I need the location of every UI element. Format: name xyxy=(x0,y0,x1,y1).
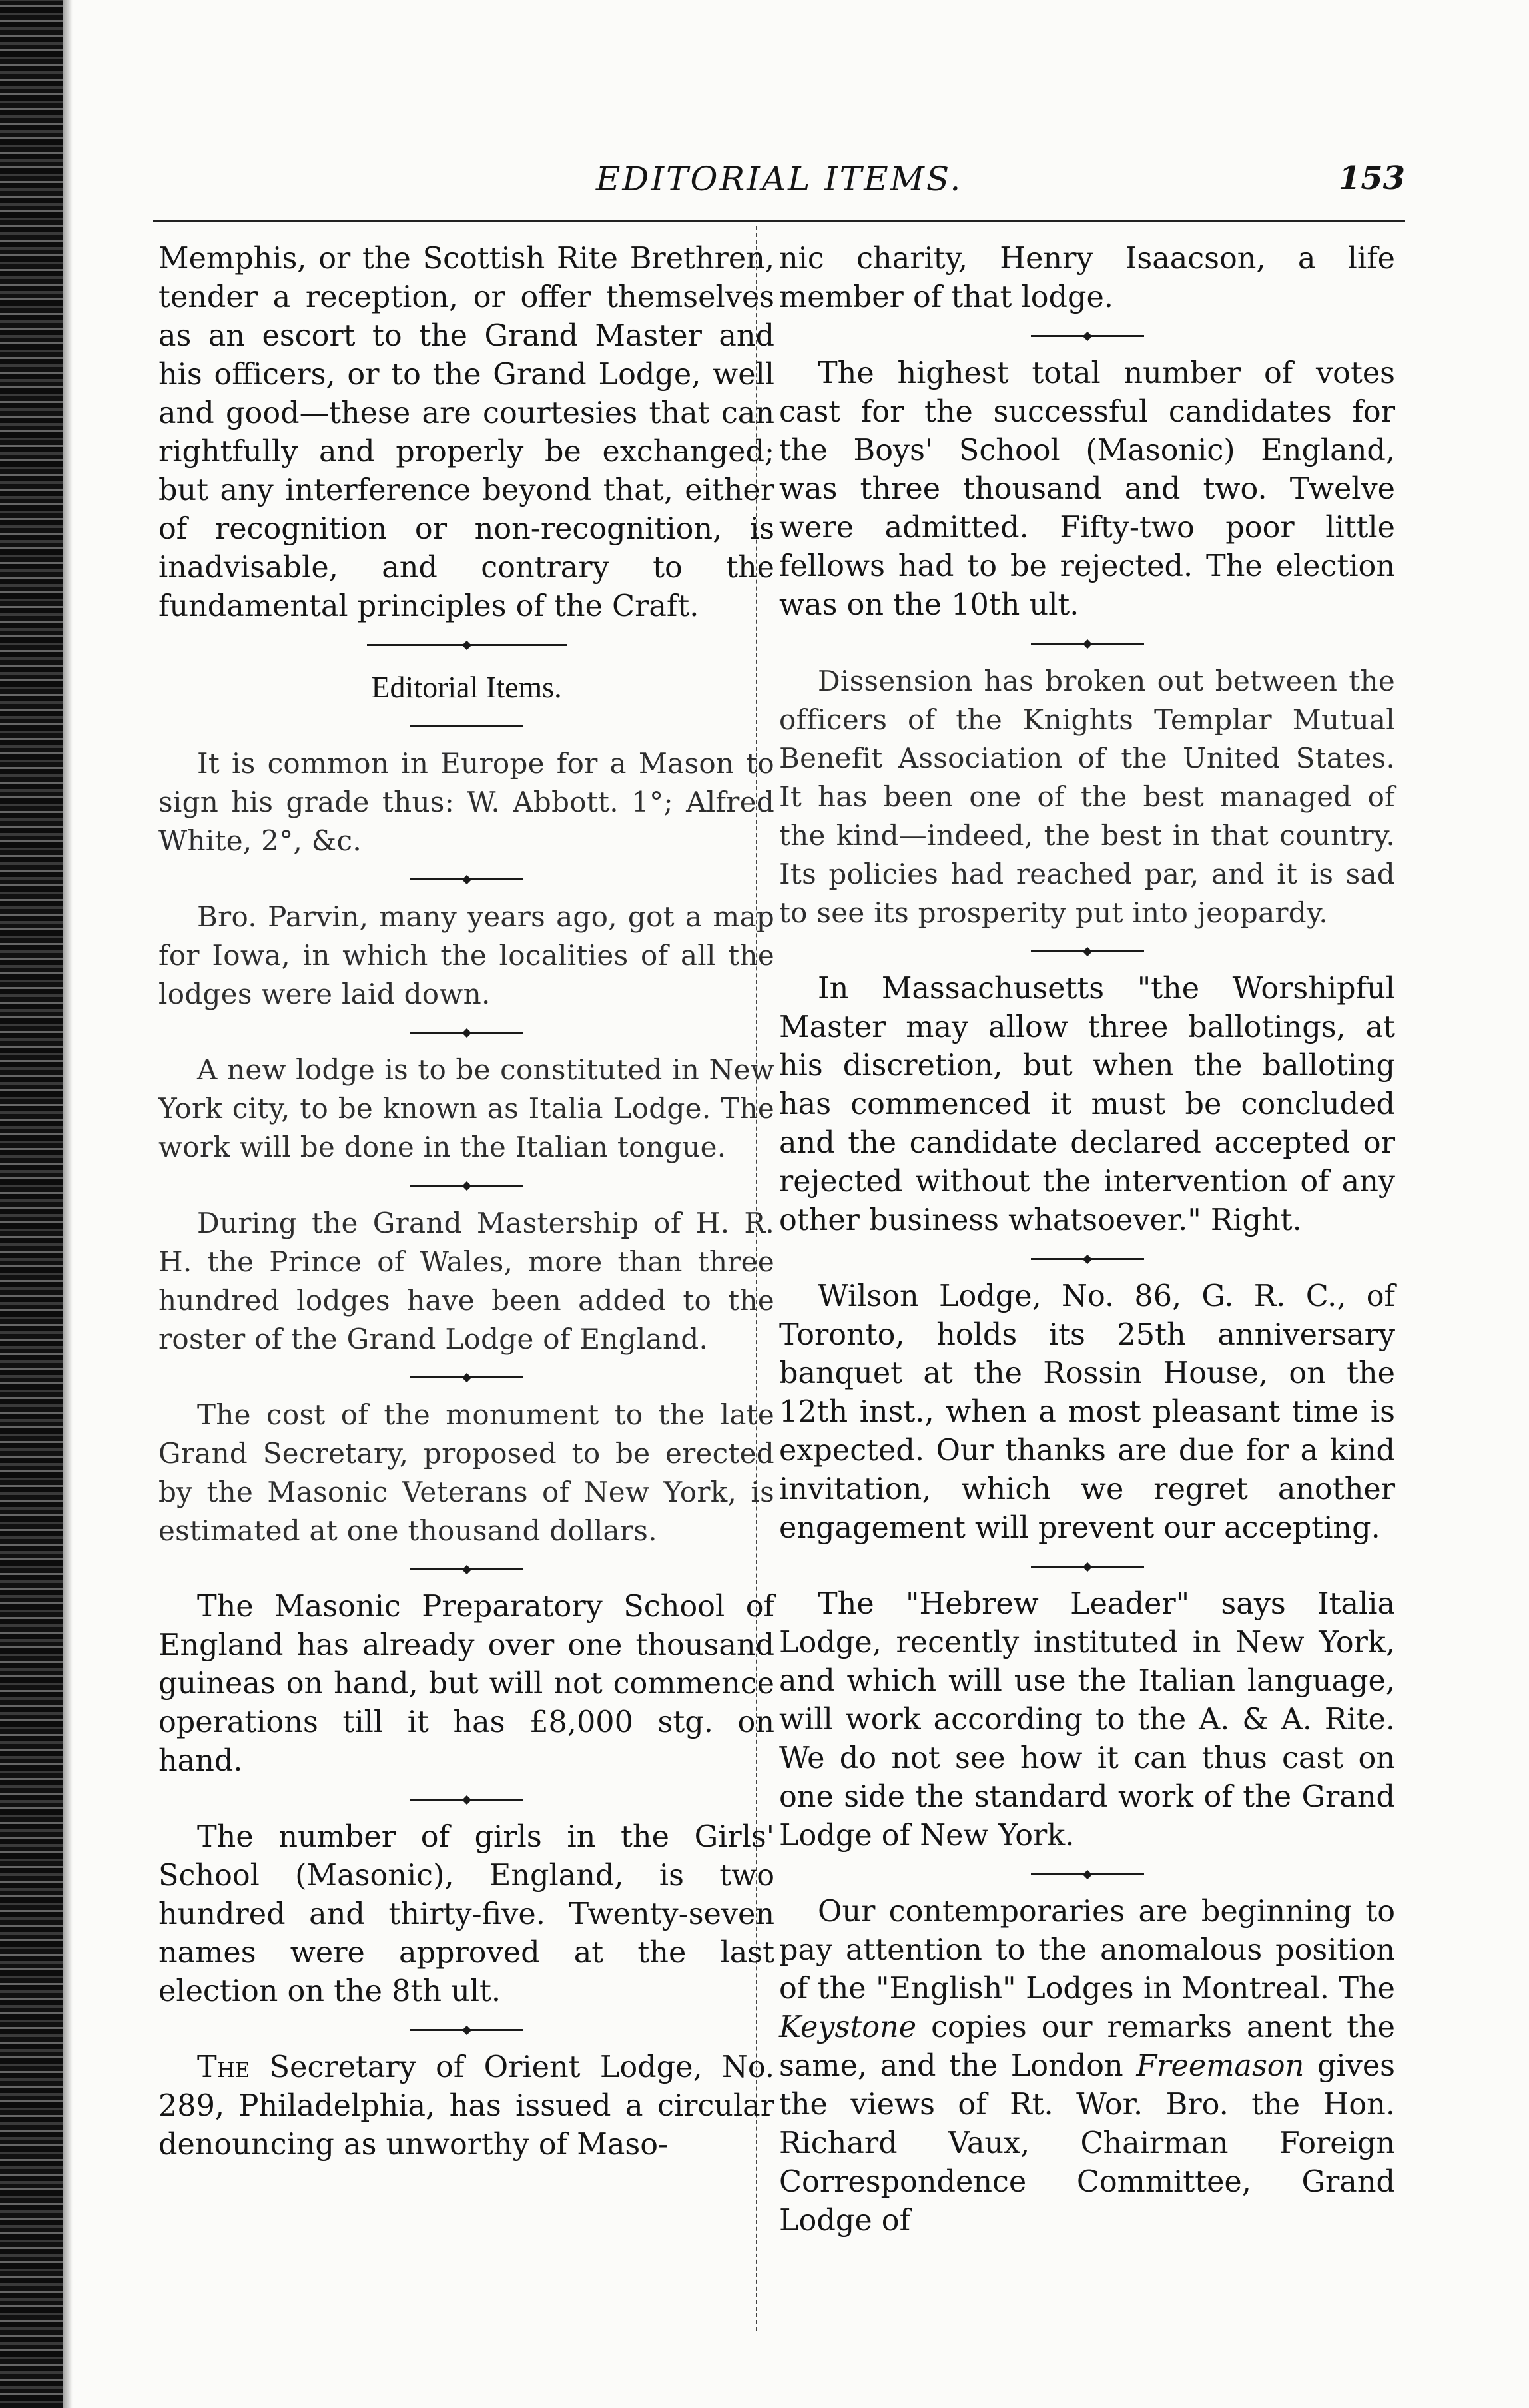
separator-ornament xyxy=(779,1240,1395,1277)
separator-ornament xyxy=(158,626,774,663)
paragraph-continuation: nic charity, Henry Isaacson, a life member of that lodge. xyxy=(779,242,1395,314)
separator-ornament xyxy=(158,1358,774,1396)
section-title: Editorial Items. xyxy=(371,670,562,704)
paragraph-text: copies our remarks anent the same, and the London xyxy=(779,2010,1395,2083)
page-number: 153 xyxy=(1338,160,1405,197)
separator-ornament xyxy=(779,625,1395,662)
running-head xyxy=(153,160,1405,213)
paragraph: The highest total number of votes cast for the successful candidates for the Boys' School (Masonic) England, was three thousand and two. Twelve were admitted. Fifty-two poor little fellows had to be rejected. The election was on the 10th ult. xyxy=(779,356,1395,622)
paragraph-text: Our contemporaries are beginning to pay attention to the anomalous position of the "English" Lodges in Montreal. The xyxy=(779,1895,1395,2006)
book-binding-edge xyxy=(0,0,63,2408)
separator-ornament xyxy=(779,1548,1395,1585)
italic-title-freemason: Freemason xyxy=(1136,2049,1305,2083)
paragraph: A new lodge is to be constituted in New York city, to be known as Italia Lodge. The work will be done in the Italian tongue. xyxy=(158,1054,774,1163)
separator-ornament xyxy=(158,2011,774,2048)
left-column xyxy=(158,240,774,2164)
running-title: EDITORIAL ITEMS. xyxy=(595,160,963,198)
paragraph: During the Grand Mastership of H. R. H. the Prince of Wales, more than three hundred lodges have been added to the roster of the Grand Lodge of England. xyxy=(158,1207,774,1355)
separator-ornament xyxy=(158,1781,774,1818)
separator-ornament xyxy=(779,1855,1395,1893)
paragraph: It is common in Europe for a Mason to sign his grade thus: W. Abbott. 1°; Alfred White, 2°, &c. xyxy=(158,747,774,857)
separator-ornament xyxy=(158,1550,774,1588)
paragraph: The number of girls in the Girls' School (Masonic), England, is two hundred and thirty-five. Twenty-seven names were approved at the last election on the 8th ult. xyxy=(158,1820,774,2008)
paragraph: The Masonic Preparatory School of England has already over one thousand guineas on hand, but will not commence operations till it has £8,000 stg. on hand. xyxy=(158,1590,774,1778)
paragraph xyxy=(779,1893,1395,2240)
paragraph-continuation: Memphis, or the Scottish Rite Brethren, tender a reception, or offer themselves as an escort to the Grand Master and his officers, or to the Grand Lodge, well and good—these are courtesies that can rightfully and properly be exchanged; but any interference beyond that, either of recognition or non-recognition, is inadvisable, and contrary to the fundamental principles of the Craft. xyxy=(158,242,774,623)
paragraph-text: Secretary of Orient Lodge, No. 289, Philadelphia, has issued a circular denouncing as unworthy of Maso- xyxy=(158,2050,774,2162)
paragraph: Bro. Parvin, many years ago, got a map for Iowa, in which the localities of all the lodges were laid down. xyxy=(158,900,774,1010)
separator-ornament xyxy=(158,1014,774,1051)
separator-ornament xyxy=(779,317,1395,354)
paragraph: In Massachusetts "the Worshipful Master may allow three ballotings, at his discretion, but when the balloting has commenced it must be concluded and the candidate declared accepted or rejected without the intervention of any other business whatsoever." Right. xyxy=(779,972,1395,1237)
paragraph: Dissension has broken out between the officers of the Knights Templar Mutual Benefit Association of the United States. It has been one of the best managed of the kind—indeed, the best in that country. Its policies had reached par, and it is sad to see its prosperity put into jeopardy. xyxy=(779,665,1395,929)
separator-ornament xyxy=(779,932,1395,970)
header-rule xyxy=(153,220,1405,222)
separator-ornament xyxy=(158,1167,774,1204)
italic-title-keystone: Keystone xyxy=(779,2010,917,2044)
paragraph xyxy=(158,2048,774,2164)
paragraph-text: gives the views of Rt. Wor. Bro. the Hon. Richard Vaux, Chairman Foreign Correspondence Committee, Grand Lodge of xyxy=(779,2049,1395,2238)
paragraph: Wilson Lodge, No. 86, G. R. C., of Toronto, holds its 25th anniversary banquet at the Rossin House, on the 12th inst., when a most pleasant time is expected. Our thanks are due for a kind invitation, which we regret another engagement will prevent our accepting. xyxy=(779,1279,1395,1545)
separator-rule xyxy=(158,707,774,745)
small-caps-lead: The xyxy=(197,2050,250,2084)
paragraph: The cost of the monument to the late Grand Secretary, proposed to be erected by the Masonic Veterans of New York, is estimated at one thousand dollars. xyxy=(158,1398,774,1547)
separator-ornament xyxy=(158,860,774,898)
right-column xyxy=(779,240,1395,2240)
paragraph: The "Hebrew Leader" says Italia Lodge, recently instituted in New York, and which will use the Italian language, will work according to the A. & A. Rite. We do not see how it can thus cast on one side the standard work of the Grand Lodge of New York. xyxy=(779,1587,1395,1853)
